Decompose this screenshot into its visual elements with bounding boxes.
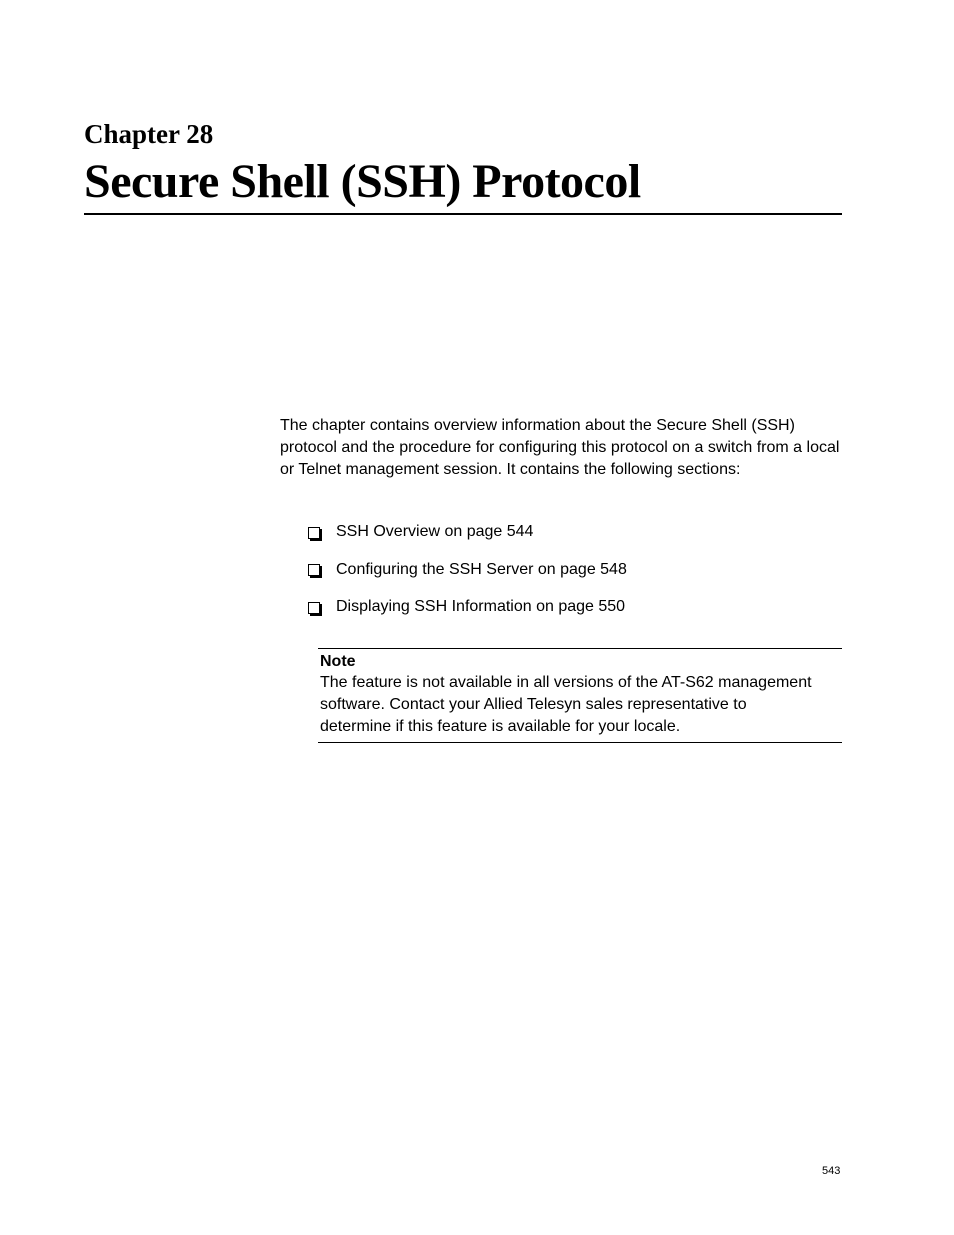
note-heading: Note xyxy=(320,653,356,670)
checkbox-icon xyxy=(308,527,320,539)
page-number: 543 xyxy=(822,1165,841,1177)
section-link[interactable]: Displaying SSH Information on page 550 xyxy=(336,598,626,615)
title-divider xyxy=(84,213,842,215)
section-list-item xyxy=(308,559,627,581)
chapter-label: Chapter 28 xyxy=(84,119,214,149)
chapter-title: Secure Shell (SSH) Protocol xyxy=(84,155,641,208)
note-box xyxy=(318,648,842,743)
section-list-item xyxy=(308,596,627,618)
checkbox-icon xyxy=(308,602,320,614)
section-link[interactable]: Configuring the SSH Server on page 548 xyxy=(336,560,627,578)
section-list-item xyxy=(308,521,627,543)
section-list xyxy=(308,521,627,634)
section-link[interactable]: SSH Overview on page 544 xyxy=(336,523,534,540)
intro-paragraph: The chapter contains overview information about the Secure Shell (SSH) protocol and the procedure for configuring this protocol on a switch from a local or Telnet management session. It contains the following sections: xyxy=(280,417,840,478)
checkbox-icon xyxy=(308,564,320,576)
note-body: The feature is not available in all versions of the AT-S62 management software. Contact your Allied Telesyn sales representative to determine if this feature is available for your locale. xyxy=(320,674,812,735)
